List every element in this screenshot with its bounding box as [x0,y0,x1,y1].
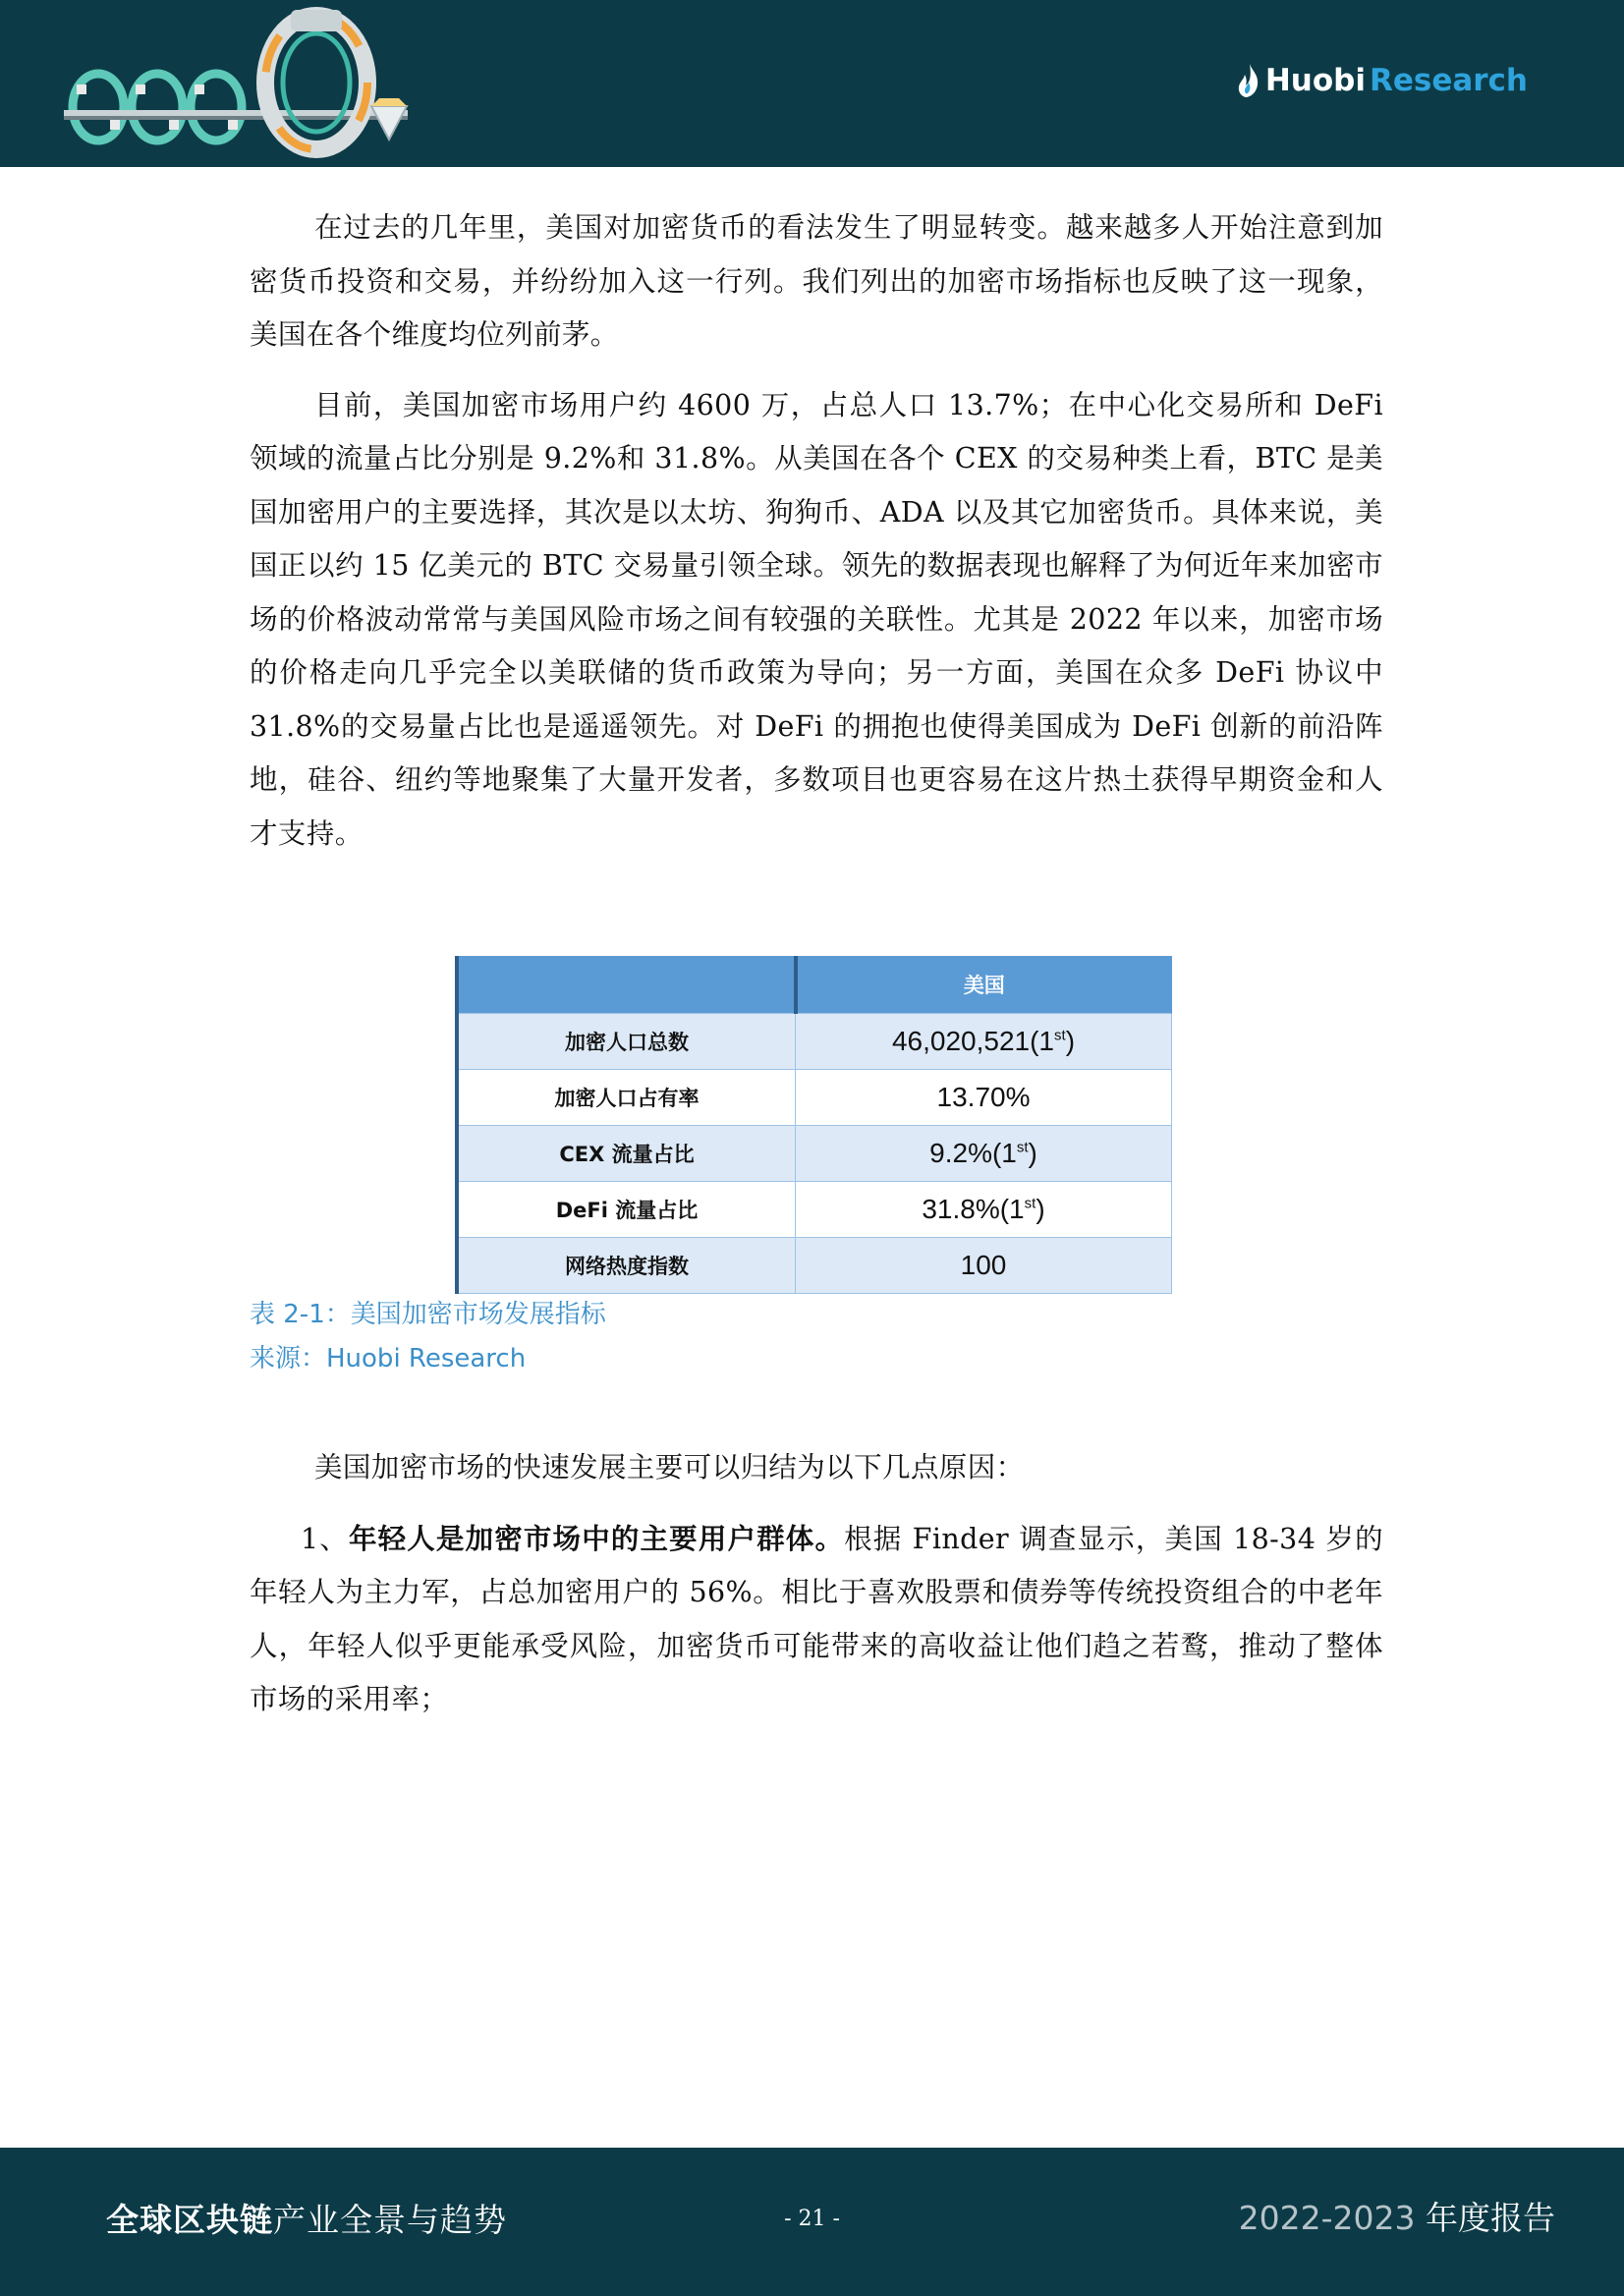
us-crypto-indicator-table [455,956,1172,1294]
brand-primary: Huobi [1264,63,1366,98]
row-label: 网络热度指数 [457,1238,796,1294]
page-header [0,0,1624,167]
column-header-us: 美国 [796,956,1172,1014]
brand-secondary: Research [1369,63,1528,98]
footer-title-bold: 全球区块链 [106,2201,273,2239]
footer-year-label [1239,2193,1555,2239]
footer-report: 年度报告 [1415,2199,1555,2237]
row-label: 加密人口占有率 [457,1070,796,1126]
huobi-research-logo [1236,59,1528,102]
paragraph-4 [250,1512,1383,1727]
row-label: DeFi 流量占比 [457,1182,796,1238]
table-row [457,1126,1172,1182]
caption-source: 来源：Huobi Research [250,1344,527,1373]
huobi-flame-icon [1236,63,1261,98]
row-value: 100 [796,1238,1172,1294]
table-row [457,1238,1172,1294]
paragraph-4-text: 根据 Finder 调查显示，美国 18-34 岁的年轻人为主力军，占总加密用户的 56%。相比于喜欢股票和债券等传统投资组合的中老年人，年轻人似乎更能承受风险，加密货币可能带来的高收益让他们趋之若鹜，推动了整体市场的采用率； [250,1522,1383,1715]
row-value: 13.70% [796,1070,1172,1126]
row-label: 加密人口总数 [457,1014,796,1070]
page-number: - 21 - [784,2207,840,2231]
page-footer [0,2148,1624,2296]
body-text-2 [250,1441,1383,1744]
row-value: 9.2%(1st) [796,1126,1172,1182]
indicator-table-container [455,956,1172,1294]
footer-year: 2022-2023 [1238,2199,1416,2237]
table-header-row [457,956,1172,1014]
row-value: 46,020,521(1st) [796,1014,1172,1070]
emphasis-text: 年轻人是加密市场中的主要用户群体。 [348,1521,845,1555]
paragraph-2: 目前，美国加密市场用户约 4600 万，占总人口 13.7%；在中心化交易所和 DeFi 领域的流量占比分别是 9.2%和 31.8%。从美国在各个 CEX 的交易种类上看，BTC 是美国加密用户的主要选择，其次是以太坊、狗狗币、ADA 以及其它加密货币。具体来说，美国正以约 15 亿美元的 BTC 交易量引领全球。领先的数据表现也解释了为何近年来加密市场的价格波动常常与美国风险市场之间有较强的关联性。尤其是 2022 年以来，加密市场的价格走向几乎完全以美联储的货币政策为导向；另一方面，美国在众多 DeFi 协议中 31.8%的交易量占比也是遥遥领先。对 DeFi 的拥抱也使得美国成为 DeFi 创新的前沿阵地，硅谷、纽约等地聚集了大量开发者，多数项目也更容易在这片热土获得早期资金和人才支持。 [250,388,1383,850]
row-value: 31.8%(1st) [796,1182,1172,1238]
table-caption [250,1293,606,1381]
footer-title-rest: 产业全景与趋势 [273,2201,507,2239]
table-corner-cell [457,956,796,1014]
table-row [457,1182,1172,1238]
paragraph-3: 美国加密市场的快速发展主要可以归结为以下几点原因： [314,1451,1025,1484]
table-row [457,1070,1172,1126]
chain-rings-illustration-icon [59,4,432,161]
caption-title: 表 2-1：美国加密市场发展指标 [250,1300,606,1329]
paragraph-1: 在过去的几年里，美国对加密货币的看法发生了明显转变。越来越多人开始注意到加密货币投资和交易，并纷纷加入这一行列。我们列出的加密市场指标也反映了这一现象，美国在各个维度均位列前茅。 [250,211,1383,351]
body-text [250,201,1383,877]
row-label: CEX 流量占比 [457,1126,796,1182]
table-row [457,1014,1172,1070]
list-number: 1、 [301,1522,349,1555]
